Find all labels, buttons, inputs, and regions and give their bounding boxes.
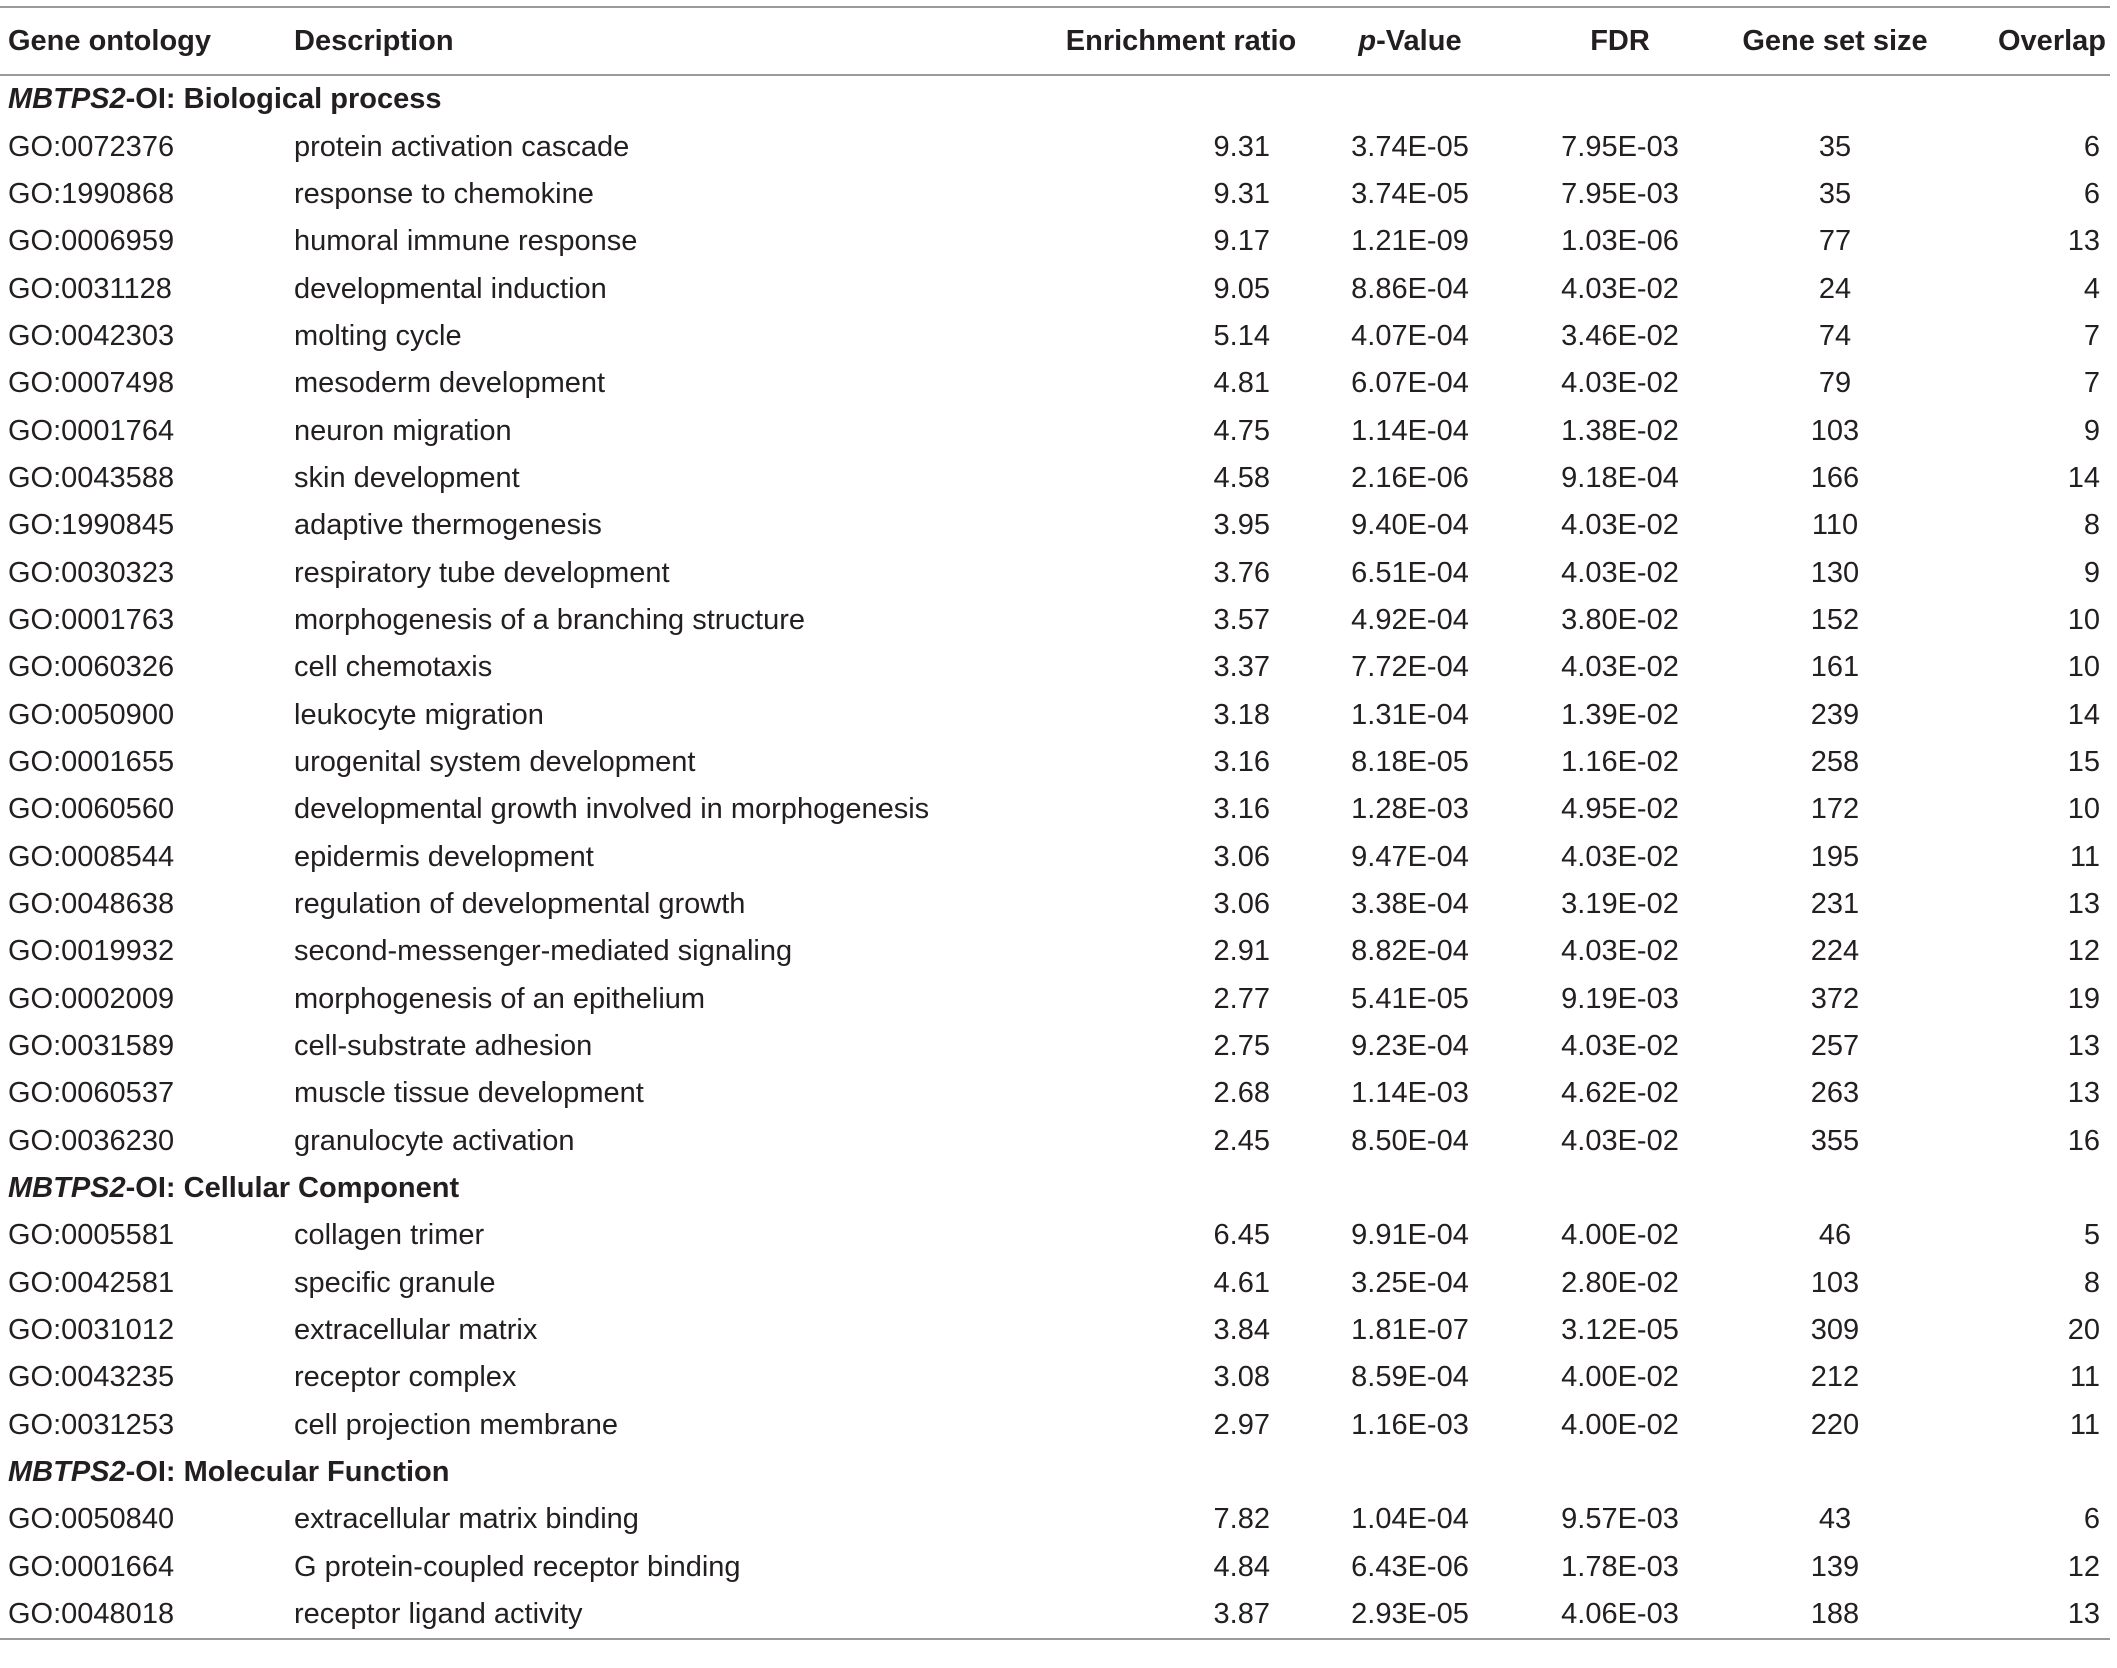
cell-p-value: 1.16E-03 xyxy=(1351,1408,1469,1441)
table-row xyxy=(0,1212,2110,1259)
cell-enrichment-ratio: 4.61 xyxy=(1213,1266,1270,1299)
cell-p-value: 7.72E-04 xyxy=(1351,651,1469,684)
table-row xyxy=(0,644,2110,691)
cell-description: cell chemotaxis xyxy=(294,651,493,684)
cell-fdr: 4.03E-02 xyxy=(1561,272,1679,305)
cell-p-value: 9.91E-04 xyxy=(1351,1219,1469,1252)
cell-enrichment-ratio: 6.45 xyxy=(1213,1219,1270,1252)
cell-description: second-messenger-mediated signaling xyxy=(294,935,793,968)
table-row xyxy=(0,171,2110,218)
cell-p-value: 8.59E-04 xyxy=(1351,1361,1469,1394)
cell-gene-set-size: 212 xyxy=(1810,1361,1860,1394)
cell-overlap: 5 xyxy=(2083,1219,2100,1252)
cell-enrichment-ratio: 2.75 xyxy=(1213,1030,1270,1063)
cell-fdr: 4.03E-02 xyxy=(1561,556,1679,589)
cell-go-id: GO:0048638 xyxy=(8,888,175,921)
cell-go-id: GO:0072376 xyxy=(8,130,175,163)
cell-description: G protein-coupled receptor binding xyxy=(294,1550,741,1583)
cell-gene-set-size: 161 xyxy=(1810,651,1860,684)
cell-enrichment-ratio: 7.82 xyxy=(1213,1503,1270,1536)
table-row xyxy=(0,1307,2110,1354)
cell-go-id: GO:0030323 xyxy=(8,556,175,589)
cell-gene-set-size: 74 xyxy=(1818,319,1852,352)
table-row xyxy=(0,739,2110,786)
table-row xyxy=(0,360,2110,407)
cell-fdr: 4.00E-02 xyxy=(1561,1361,1679,1394)
cell-gene-set-size: 35 xyxy=(1818,130,1852,163)
cell-gene-set-size: 103 xyxy=(1810,414,1860,447)
cell-description: extracellular matrix binding xyxy=(294,1503,639,1536)
cell-gene-set-size: 166 xyxy=(1810,461,1860,494)
cell-fdr: 3.80E-02 xyxy=(1561,603,1679,636)
cell-enrichment-ratio: 3.16 xyxy=(1213,793,1270,826)
cell-p-value: 6.51E-04 xyxy=(1351,556,1469,589)
table-header xyxy=(0,7,2110,75)
cell-overlap: 12 xyxy=(2067,1550,2100,1583)
cell-description: receptor ligand activity xyxy=(294,1598,583,1631)
cell-fdr: 4.03E-02 xyxy=(1561,935,1679,968)
cell-p-value: 4.07E-04 xyxy=(1351,319,1469,352)
cell-p-value: 2.16E-06 xyxy=(1351,461,1469,494)
cell-overlap: 8 xyxy=(2083,1266,2100,1299)
cell-gene-set-size: 355 xyxy=(1810,1124,1860,1157)
cell-overlap: 6 xyxy=(2083,177,2100,210)
cell-overlap: 10 xyxy=(2067,651,2100,684)
cell-description: leukocyte migration xyxy=(294,698,544,731)
cell-gene-set-size: 220 xyxy=(1810,1408,1860,1441)
cell-enrichment-ratio: 2.77 xyxy=(1213,982,1270,1015)
cell-p-value: 4.92E-04 xyxy=(1351,603,1469,636)
cell-p-value: 5.41E-05 xyxy=(1351,982,1469,1015)
cell-overlap: 7 xyxy=(2083,367,2100,400)
cell-go-id: GO:0019932 xyxy=(8,935,175,968)
cell-p-value: 3.74E-05 xyxy=(1351,177,1469,210)
cell-description: respiratory tube development xyxy=(294,556,670,589)
cell-gene-set-size: 172 xyxy=(1810,793,1860,826)
cell-enrichment-ratio: 2.97 xyxy=(1213,1408,1270,1441)
cell-p-value: 6.07E-04 xyxy=(1351,367,1469,400)
cell-description: muscle tissue development xyxy=(294,1077,644,1110)
cell-enrichment-ratio: 3.76 xyxy=(1213,556,1270,589)
cell-go-id: GO:0060560 xyxy=(8,793,175,826)
cell-description: mesoderm development xyxy=(294,367,606,400)
cell-overlap: 6 xyxy=(2083,1503,2100,1536)
cell-description: developmental induction xyxy=(294,272,607,305)
cell-gene-set-size: 188 xyxy=(1810,1598,1860,1631)
cell-fdr: 4.03E-02 xyxy=(1561,840,1679,873)
cell-go-id: GO:0042303 xyxy=(8,319,175,352)
cell-enrichment-ratio: 9.31 xyxy=(1213,177,1270,210)
cell-enrichment-ratio: 3.08 xyxy=(1213,1361,1270,1394)
section-title-rest: -OI: Cellular Component xyxy=(125,1172,460,1205)
cell-fdr: 4.03E-02 xyxy=(1561,1030,1679,1063)
cell-fdr: 1.03E-06 xyxy=(1561,225,1679,258)
cell-p-value: 9.47E-04 xyxy=(1351,840,1469,873)
table-row xyxy=(0,1118,2110,1165)
cell-p-value: 3.74E-05 xyxy=(1351,130,1469,163)
cell-description: regulation of developmental growth xyxy=(294,888,746,921)
cell-p-value: 2.93E-05 xyxy=(1351,1598,1469,1631)
section-header-row xyxy=(0,1165,2110,1212)
cell-fdr: 9.19E-03 xyxy=(1561,982,1679,1015)
section-title xyxy=(0,1449,2110,1496)
table-row xyxy=(0,881,2110,928)
cell-go-id: GO:1990845 xyxy=(8,509,175,542)
cell-enrichment-ratio: 9.31 xyxy=(1213,130,1270,163)
cell-gene-set-size: 258 xyxy=(1810,745,1860,778)
cell-p-value: 1.14E-04 xyxy=(1351,414,1469,447)
cell-go-id: GO:0031128 xyxy=(8,272,172,305)
cell-overlap: 8 xyxy=(2083,509,2100,542)
cell-description: collagen trimer xyxy=(294,1219,485,1252)
cell-enrichment-ratio: 4.75 xyxy=(1213,414,1270,447)
cell-overlap: 7 xyxy=(2083,319,2100,352)
cell-gene-set-size: 46 xyxy=(1818,1219,1852,1252)
cell-p-value: 1.81E-07 xyxy=(1351,1314,1469,1347)
cell-gene-set-size: 103 xyxy=(1810,1266,1860,1299)
cell-fdr: 9.18E-04 xyxy=(1561,461,1679,494)
cell-enrichment-ratio: 3.87 xyxy=(1213,1598,1270,1631)
cell-overlap: 19 xyxy=(2067,982,2100,1015)
cell-p-value: 8.82E-04 xyxy=(1351,935,1469,968)
header-enrichment-ratio: Enrichment ratio xyxy=(1065,24,1297,57)
table-row xyxy=(0,597,2110,644)
cell-fdr: 1.38E-02 xyxy=(1561,414,1679,447)
cell-overlap: 16 xyxy=(2067,1124,2100,1157)
cell-description: morphogenesis of an epithelium xyxy=(294,982,706,1015)
cell-enrichment-ratio: 3.95 xyxy=(1213,509,1270,542)
cell-enrichment-ratio: 3.06 xyxy=(1213,840,1270,873)
cell-go-id: GO:0050900 xyxy=(8,698,175,731)
cell-gene-set-size: 231 xyxy=(1810,888,1860,921)
cell-gene-set-size: 152 xyxy=(1810,603,1860,636)
cell-description: humoral immune response xyxy=(294,225,638,258)
cell-overlap: 13 xyxy=(2067,888,2100,921)
cell-fdr: 4.03E-02 xyxy=(1561,367,1679,400)
cell-enrichment-ratio: 5.14 xyxy=(1213,319,1270,352)
cell-enrichment-ratio: 4.58 xyxy=(1213,461,1270,494)
cell-enrichment-ratio: 9.17 xyxy=(1213,225,1270,258)
cell-fdr: 4.62E-02 xyxy=(1561,1077,1679,1110)
cell-overlap: 13 xyxy=(2067,1030,2100,1063)
cell-fdr: 4.06E-03 xyxy=(1561,1598,1679,1631)
cell-p-value: 8.18E-05 xyxy=(1351,745,1469,778)
table-row xyxy=(0,313,2110,360)
cell-fdr: 1.16E-02 xyxy=(1561,745,1679,778)
cell-overlap: 13 xyxy=(2067,225,2100,258)
cell-enrichment-ratio: 2.91 xyxy=(1213,935,1270,968)
cell-gene-set-size: 130 xyxy=(1810,556,1860,589)
cell-description: morphogenesis of a branching structure xyxy=(294,603,806,636)
table-row xyxy=(0,123,2110,170)
cell-overlap: 15 xyxy=(2067,745,2100,778)
cell-description: specific granule xyxy=(294,1266,496,1299)
cell-enrichment-ratio: 2.68 xyxy=(1213,1077,1270,1110)
cell-enrichment-ratio: 9.05 xyxy=(1213,272,1270,305)
table-row xyxy=(0,1260,2110,1307)
cell-go-id: GO:0060326 xyxy=(8,651,175,684)
cell-overlap: 11 xyxy=(2069,1361,2100,1394)
cell-go-id: GO:0048018 xyxy=(8,1598,175,1631)
cell-description: extracellular matrix xyxy=(294,1314,538,1347)
cell-fdr: 3.12E-05 xyxy=(1561,1314,1679,1347)
section-title-rest: -OI: Molecular Function xyxy=(125,1456,450,1489)
cell-description: receptor complex xyxy=(294,1361,517,1394)
cell-p-value: 8.86E-04 xyxy=(1351,272,1469,305)
cell-description: response to chemokine xyxy=(294,177,594,210)
table-row xyxy=(0,928,2110,975)
cell-enrichment-ratio: 3.37 xyxy=(1213,651,1270,684)
table-row xyxy=(0,1354,2110,1401)
cell-enrichment-ratio: 3.57 xyxy=(1213,603,1270,636)
cell-gene-set-size: 110 xyxy=(1811,509,1859,542)
table-row xyxy=(0,1544,2110,1591)
table-row xyxy=(0,218,2110,265)
table-row xyxy=(0,549,2110,596)
cell-enrichment-ratio: 2.45 xyxy=(1213,1124,1270,1157)
cell-p-value: 6.43E-06 xyxy=(1351,1550,1469,1583)
cell-p-value: 1.14E-03 xyxy=(1351,1077,1469,1110)
cell-fdr: 7.95E-03 xyxy=(1561,177,1679,210)
table-row xyxy=(0,1402,2110,1449)
cell-overlap: 14 xyxy=(2067,461,2100,494)
cell-overlap: 20 xyxy=(2067,1314,2100,1347)
section-gene-name: MBTPS2 xyxy=(8,1456,126,1489)
cell-fdr: 9.57E-03 xyxy=(1561,1503,1679,1536)
cell-p-value: 1.28E-03 xyxy=(1351,793,1469,826)
cell-go-id: GO:0043235 xyxy=(8,1361,175,1394)
cell-go-id: GO:0005581 xyxy=(8,1219,175,1252)
cell-go-id: GO:0001764 xyxy=(8,414,175,447)
table-row xyxy=(0,455,2110,502)
table-row xyxy=(0,502,2110,549)
table-row xyxy=(0,1070,2110,1117)
cell-description: molting cycle xyxy=(294,319,462,352)
cell-go-id: GO:0031253 xyxy=(8,1408,175,1441)
cell-overlap: 10 xyxy=(2067,603,2100,636)
cell-description: cell projection membrane xyxy=(294,1408,618,1441)
cell-gene-set-size: 239 xyxy=(1810,698,1860,731)
cell-gene-set-size: 24 xyxy=(1818,272,1852,305)
header-fdr: FDR xyxy=(1590,24,1650,57)
cell-go-id: GO:0060537 xyxy=(8,1077,175,1110)
header-overlap: Overlap xyxy=(1998,24,2106,57)
cell-p-value: 1.21E-09 xyxy=(1351,225,1469,258)
header-row xyxy=(0,7,2110,75)
section-header-row xyxy=(0,75,2110,123)
cell-overlap: 6 xyxy=(2083,130,2100,163)
cell-gene-set-size: 195 xyxy=(1810,840,1860,873)
section-gene-name: MBTPS2 xyxy=(8,83,126,116)
cell-p-value: 1.31E-04 xyxy=(1351,698,1469,731)
cell-p-value: 9.40E-04 xyxy=(1351,509,1469,542)
cell-go-id: GO:0008544 xyxy=(8,840,175,873)
table-row xyxy=(0,407,2110,454)
cell-enrichment-ratio: 4.84 xyxy=(1213,1550,1270,1583)
cell-enrichment-ratio: 3.06 xyxy=(1213,888,1270,921)
cell-fdr: 4.03E-02 xyxy=(1561,509,1679,542)
header-description: Description xyxy=(294,24,454,57)
cell-gene-set-size: 257 xyxy=(1810,1030,1860,1063)
section-header-row xyxy=(0,1449,2110,1496)
cell-gene-set-size: 309 xyxy=(1810,1314,1860,1347)
cell-gene-set-size: 77 xyxy=(1818,225,1852,258)
section-title-rest: -OI: Biological process xyxy=(125,83,442,116)
cell-description: skin development xyxy=(294,461,520,494)
cell-fdr: 1.78E-03 xyxy=(1561,1550,1679,1583)
cell-fdr: 3.46E-02 xyxy=(1561,319,1679,352)
cell-fdr: 4.00E-02 xyxy=(1561,1219,1679,1252)
cell-go-id: GO:0050840 xyxy=(8,1503,175,1536)
table-row xyxy=(0,834,2110,881)
table-row xyxy=(0,265,2110,312)
cell-fdr: 7.95E-03 xyxy=(1561,130,1679,163)
cell-go-id: GO:1990868 xyxy=(8,177,175,210)
header-p-value-italic: p xyxy=(1358,24,1377,57)
cell-description: neuron migration xyxy=(294,414,512,447)
header-p-value-rest: -Value xyxy=(1376,24,1462,57)
cell-fdr: 3.19E-02 xyxy=(1561,888,1679,921)
cell-enrichment-ratio: 3.84 xyxy=(1213,1314,1270,1347)
cell-p-value: 3.25E-04 xyxy=(1351,1266,1469,1299)
cell-description: developmental growth involved in morphogenesis xyxy=(294,793,930,826)
cell-overlap: 9 xyxy=(2083,414,2100,447)
table-row xyxy=(0,1496,2110,1543)
cell-p-value: 8.50E-04 xyxy=(1351,1124,1469,1157)
cell-gene-set-size: 79 xyxy=(1818,367,1852,400)
cell-enrichment-ratio: 3.16 xyxy=(1213,745,1270,778)
cell-overlap: 12 xyxy=(2067,935,2100,968)
cell-p-value: 9.23E-04 xyxy=(1351,1030,1469,1063)
cell-description: protein activation cascade xyxy=(294,130,630,163)
cell-description: cell-substrate adhesion xyxy=(294,1030,593,1063)
cell-enrichment-ratio: 3.18 xyxy=(1213,698,1270,731)
cell-enrichment-ratio: 4.81 xyxy=(1213,367,1270,400)
cell-overlap: 4 xyxy=(2083,272,2100,305)
cell-go-id: GO:0006959 xyxy=(8,225,175,258)
cell-fdr: 4.03E-02 xyxy=(1561,651,1679,684)
table-body xyxy=(0,75,2110,1639)
cell-go-id: GO:0031012 xyxy=(8,1314,175,1347)
table-row xyxy=(0,786,2110,833)
cell-go-id: GO:0007498 xyxy=(8,367,175,400)
section-title xyxy=(0,75,2110,123)
table-row xyxy=(0,976,2110,1023)
cell-description: adaptive thermogenesis xyxy=(294,509,602,542)
cell-overlap: 11 xyxy=(2069,1408,2100,1441)
cell-description: granulocyte activation xyxy=(294,1124,575,1157)
cell-go-id: GO:0031589 xyxy=(8,1030,175,1063)
cell-go-id: GO:0043588 xyxy=(8,461,175,494)
header-gene-ontology: Gene ontology xyxy=(8,24,211,57)
cell-go-id: GO:0001763 xyxy=(8,603,175,636)
cell-overlap: 10 xyxy=(2067,793,2100,826)
table-row xyxy=(0,1023,2110,1070)
cell-fdr: 4.03E-02 xyxy=(1561,1124,1679,1157)
table-row xyxy=(0,1591,2110,1639)
cell-gene-set-size: 263 xyxy=(1810,1077,1860,1110)
cell-fdr: 2.80E-02 xyxy=(1561,1266,1679,1299)
cell-overlap: 14 xyxy=(2067,698,2100,731)
header-gene-set-size: Gene set size xyxy=(1742,24,1928,57)
cell-gene-set-size: 35 xyxy=(1818,177,1852,210)
section-title xyxy=(0,1165,2110,1212)
cell-fdr: 1.39E-02 xyxy=(1561,698,1679,731)
table-row xyxy=(0,691,2110,738)
cell-go-id: GO:0001664 xyxy=(8,1550,175,1583)
cell-go-id: GO:0042581 xyxy=(8,1266,175,1299)
cell-gene-set-size: 224 xyxy=(1810,935,1860,968)
cell-go-id: GO:0001655 xyxy=(8,745,175,778)
cell-fdr: 4.95E-02 xyxy=(1561,793,1679,826)
cell-p-value: 1.04E-04 xyxy=(1351,1503,1469,1536)
section-gene-name: MBTPS2 xyxy=(8,1172,126,1205)
cell-description: epidermis development xyxy=(294,840,594,873)
cell-overlap: 11 xyxy=(2069,840,2100,873)
cell-overlap: 9 xyxy=(2083,556,2100,589)
cell-overlap: 13 xyxy=(2067,1598,2100,1631)
cell-go-id: GO:0002009 xyxy=(8,982,175,1015)
cell-go-id: GO:0036230 xyxy=(8,1124,175,1157)
cell-gene-set-size: 43 xyxy=(1818,1503,1852,1536)
cell-gene-set-size: 139 xyxy=(1810,1550,1860,1583)
header-p-value xyxy=(1310,7,1510,75)
cell-gene-set-size: 372 xyxy=(1810,982,1860,1015)
go-enrichment-table xyxy=(0,6,2110,1640)
cell-fdr: 4.00E-02 xyxy=(1561,1408,1679,1441)
cell-overlap: 13 xyxy=(2067,1077,2100,1110)
cell-p-value: 3.38E-04 xyxy=(1351,888,1469,921)
cell-description: urogenital system development xyxy=(294,745,696,778)
